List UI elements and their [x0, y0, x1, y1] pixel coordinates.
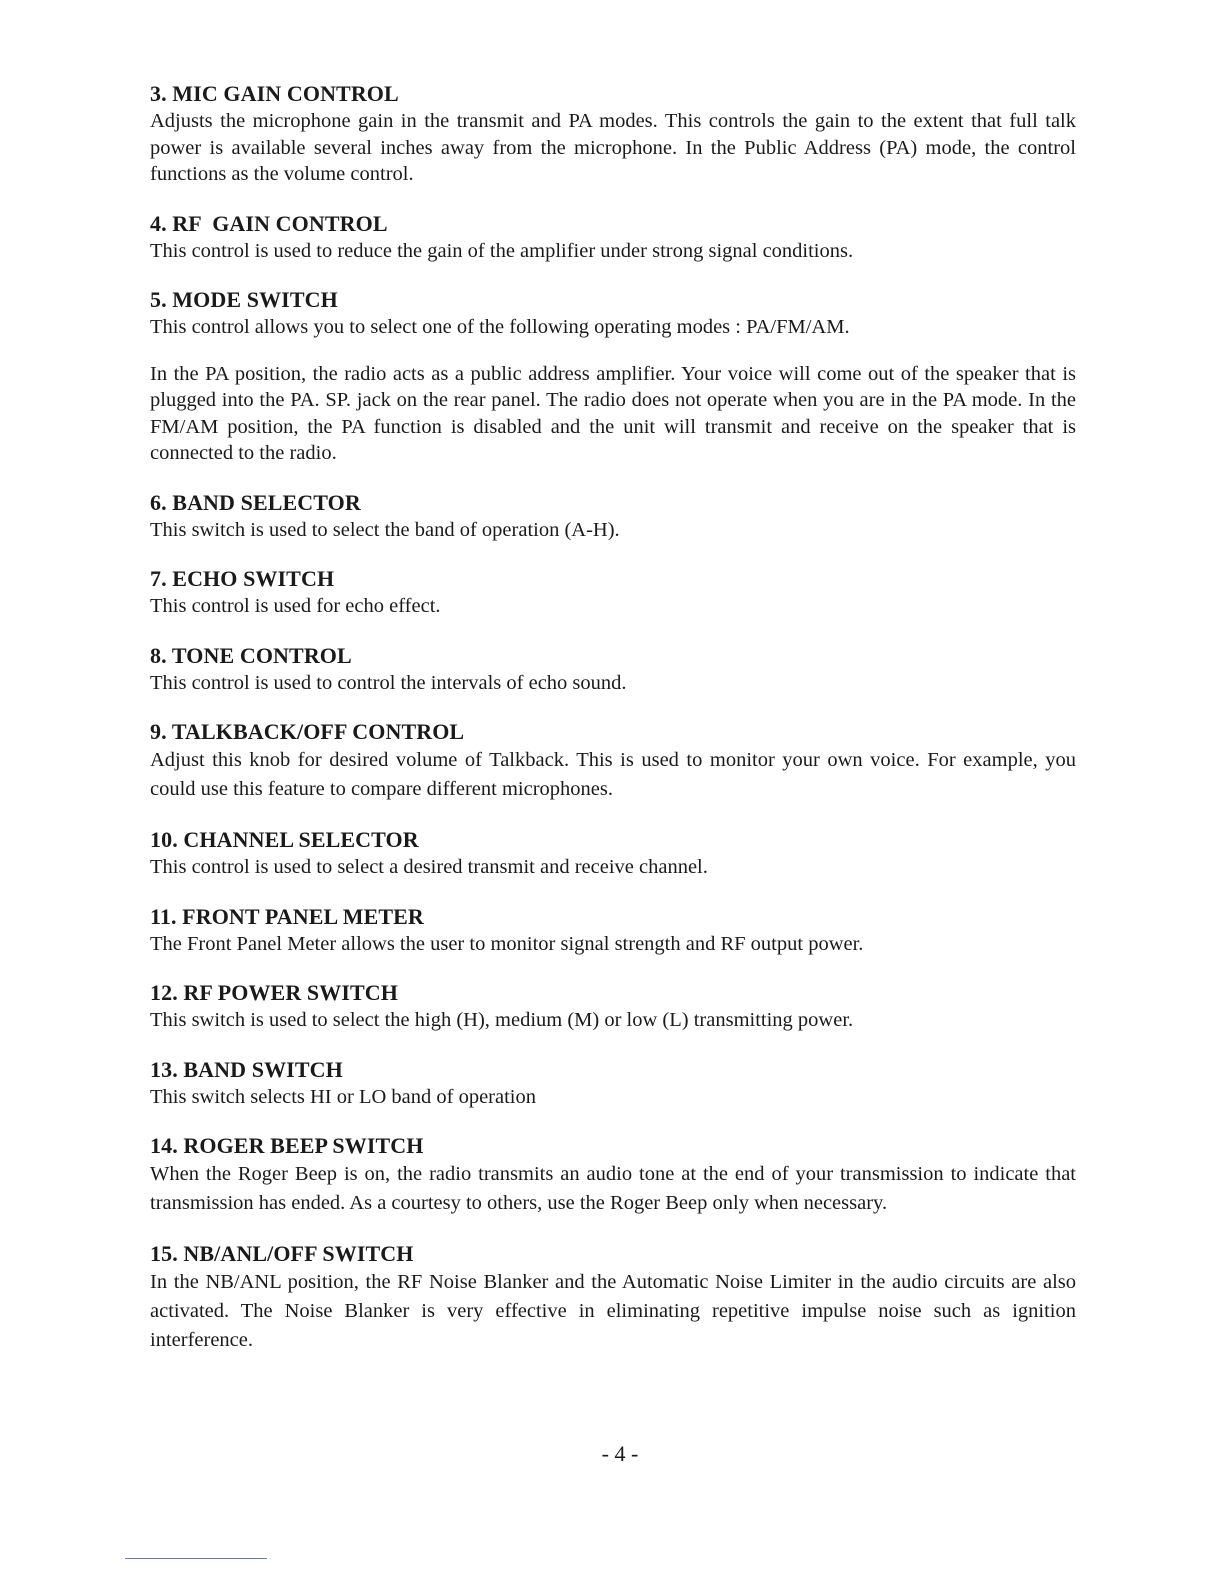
section-heading: 3. MIC GAIN CONTROL: [150, 81, 399, 106]
section-paragraph: This control is used for echo effect.: [150, 595, 441, 617]
section-talkback-off-control: [150, 718, 1076, 804]
section-roger-beep-switch: [150, 1132, 1076, 1218]
section-paragraph: Adjusts the microphone gain in the transmit and PA modes. This controls the gain to the extent that full talk power is available several inches away from the microphone. In the Public Address (PA) mode, the control functions as the volume control.: [150, 110, 1076, 185]
section-heading: 6. BAND SELECTOR: [150, 489, 361, 515]
section-echo-switch: [150, 565, 1076, 620]
section-heading: 9. TALKBACK/OFF CONTROL: [150, 719, 465, 744]
section-paragraph: In the PA position, the radio acts as a public address amplifier. Your voice will come out of the speaker that is plugged into the PA. SP. jack on the rear panel. The radio does not operate when you are in the PA mode. In the FM/AM position, the PA function is disabled and the unit will transmit and receive on the speaker that is connected to the radio.: [150, 362, 1076, 464]
section-paragraph: In the NB/ANL position, the RF Noise Blanker and the Automatic Noise Limiter in the audio circuits are also activated. The Noise Blanker is very effective in eliminating repetitive impulse noise such as ignition interference.: [150, 1271, 1076, 1351]
section-paragraph: The Front Panel Meter allows the user to monitor signal strength and RF output power.: [150, 932, 864, 955]
section-nb-anl-off-switch: [150, 1240, 1076, 1355]
section-paragraph: This switch selects HI or LO band of operation: [150, 1085, 536, 1108]
section-paragraph: This control allows you to select one of the following operating modes : PA/FM/AM.: [150, 316, 850, 338]
section-heading: 8. TONE CONTROL: [150, 642, 352, 668]
section-heading: 13. BAND SWITCH: [150, 1056, 343, 1082]
page-number: - 4 -: [601, 1441, 639, 1466]
section-mic-gain-control: [150, 80, 1076, 188]
section-tone-control: [150, 642, 1076, 697]
section-heading: 15. NB/ANL/OFF SWITCH: [150, 1241, 414, 1266]
section-heading: 12. RF POWER SWITCH: [150, 980, 398, 1005]
section-heading: 10. CHANNEL SELECTOR: [150, 827, 419, 852]
section-heading: 11. FRONT PANEL METER: [150, 903, 424, 929]
section-heading: 5. MODE SWITCH: [150, 287, 338, 312]
section-paragraph: This control is used to control the intervals of echo sound.: [150, 671, 627, 694]
section-heading: 14. ROGER BEEP SWITCH: [150, 1133, 424, 1158]
section-paragraph: This switch is used to select the high (H), medium (M) or low (L) transmitting power.: [150, 1009, 854, 1031]
section-paragraph: This control is used to select a desired transmit and receive channel.: [150, 856, 708, 878]
section-paragraph: This control is used to reduce the gain of the amplifier under strong signal conditions.: [150, 239, 854, 262]
manual-page: [150, 80, 1076, 1377]
section-rf-power-switch: [150, 979, 1076, 1034]
section-heading: 4. RF GAIN CONTROL: [150, 210, 388, 236]
section-paragraph: This switch is used to select the band of operation (A-H).: [150, 518, 620, 541]
section-channel-selector: [150, 826, 1076, 881]
footer-rule: [125, 1558, 267, 1559]
section-paragraph: Adjust this knob for desired volume of Talkback. This is used to monitor your own voice. For example, you could use this feature to compare different microphones.: [150, 749, 1076, 800]
section-paragraph: When the Roger Beep is on, the radio transmits an audio tone at the end of your transmission to indicate that transmission has ended. As a courtesy to others, use the Roger Beep only when necessary.: [150, 1163, 1076, 1214]
section-mode-switch: [150, 286, 1076, 467]
section-rf-gain-control: [150, 210, 1076, 265]
section-band-selector: [150, 489, 1076, 544]
section-heading: 7. ECHO SWITCH: [150, 566, 335, 591]
section-band-switch: [150, 1056, 1076, 1111]
section-front-panel-meter: [150, 903, 1076, 958]
